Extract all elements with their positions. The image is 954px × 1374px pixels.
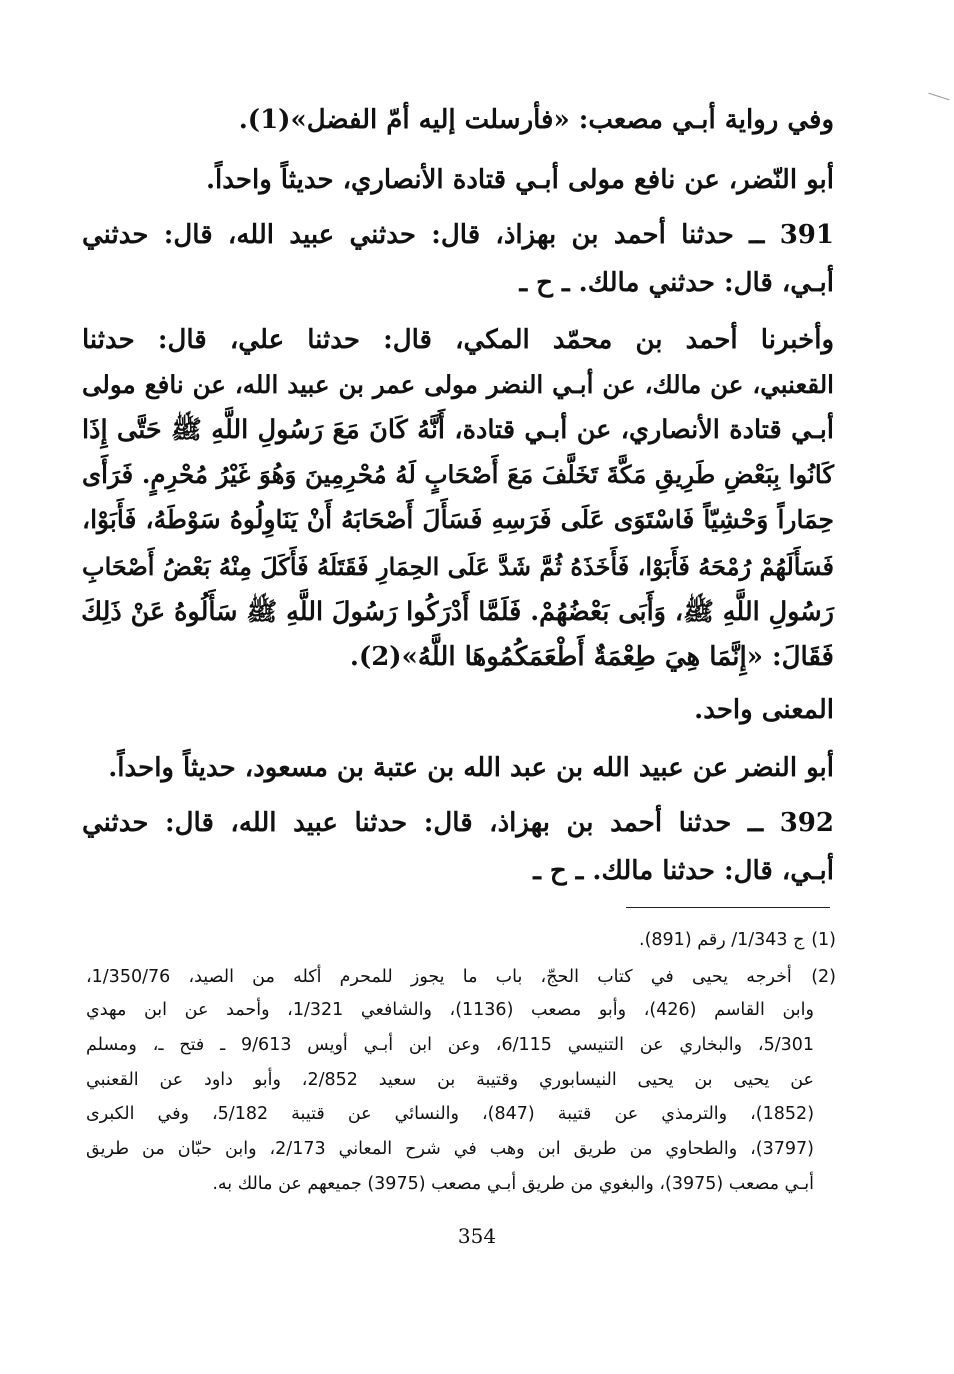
text-line-11: رَسُولِ اللَّهِ ﷺ، وَأَبَى بَعْضُهُمْ. فَلَمَّا أَدْرَكُوا رَسُولَ اللَّهِ ﷺ سَأَلُوهُ عَنْ ذَلِكَ bbox=[81, 597, 834, 627]
text-line-1: وفي رواية أبـي مصعب: «فأرسلت إليه أمّ الفضل»(1). bbox=[238, 105, 834, 135]
footnote-2-line-2: وابن القاسم (426)، وأبو مصعب (1136)، والشافعي 1/321، وأحمد عن ابن مهدي bbox=[86, 1000, 814, 1020]
footnote-1-text: ج 1/343/ رقم (891). bbox=[639, 930, 805, 950]
footnote-2-number: (2) bbox=[811, 967, 836, 987]
footnote-2-line-5: (1852)، والترمذي عن قتيبة (847)، والنسائي عن قتيبة 5/182، وفي الكبرى bbox=[86, 1104, 815, 1124]
text-line-7: أبـي قتادة الأنصاري، عن أبـي قتادة، أَنَّهُ كَانَ مَعَ رَسُولِ اللَّهِ ﷺ حَتَّى إِذَا bbox=[82, 415, 834, 445]
text-line-8: كَانُوا بِبَعْضِ طَرِيقِ مَكَّةَ تَخَلَّفَ مَعَ أَصْحَابٍ لَهُ مُحْرِمِينَ وَهُوَ غَيْرُ مُحْرِمٍ. فَرَأَى bbox=[82, 460, 834, 489]
footnote-1 bbox=[86, 925, 836, 955]
hadith-391-heading: 391 ــ حدثنا أحمد بن بهزاذ، قال: حدثني عبيد الله، قال: حدثني bbox=[82, 220, 834, 250]
footnote-separator bbox=[626, 907, 830, 908]
text-line-9: حِمَاراً وَحْشِيّاً فَاسْتَوَى عَلَى فَرَسِهِ فَسَأَلَ أَصْحَابَهُ أَنْ يَنَاوِلُوهُ سَوْطَهُ، فَأَبَوْا، bbox=[82, 505, 834, 534]
footnote-2-line-7: أبـي مصعب (3975)، والبغوي من طريق أبـي مصعب (3975) جميعهم عن مالك به. bbox=[212, 1174, 814, 1194]
footnote-2-line-4: عن يحيى بن يحيى النيسابوري وقتيبة بن سعيد 2/852، وأبو داود عن القعنبي bbox=[86, 1070, 814, 1090]
text-line-16: أبـي، قال: حدثنا مالك. ـ ح ـ bbox=[533, 856, 834, 886]
text-line-10: فَسَأَلَهُمْ رُمْحَهُ فَأَبَوْا، فَأَخَذَهُ ثُمَّ شَدَّ عَلَى الحِمَارِ فَقَتَلَهُ فَأَكَلَ مِنْهُ بَعْضُ أَصْحَابِ bbox=[82, 552, 834, 581]
text-line-6: القعنبي، عن مالك، عن أبـي النضر مولى عمر بن عبيد الله، عن نافع مولى bbox=[82, 370, 834, 399]
text-line-13: المعنى واحد. bbox=[694, 695, 834, 725]
footnote-2-line-6: (3797)، والطحاوي من طريق ابن وهب في شرح المعاني 2/173، وابن حبّان من طريق bbox=[86, 1139, 814, 1159]
text-line-12: فَقَالَ: «إِنَّمَا هِيَ طِعْمَةٌ أَطْعَمَكُمُوهَا اللَّهُ»(2). bbox=[349, 642, 834, 672]
footnote-2-text-1: أخرجه يحيى في كتاب الحجّ، باب ما يجوز للمحرم أكله من الصيد، 1/350/76، bbox=[86, 967, 792, 987]
page-number: 354 bbox=[457, 1224, 497, 1248]
text-line-4: أبـي، قال: حدثني مالك. ـ ح ـ bbox=[519, 268, 834, 298]
text-line-2: أبو النّضر، عن نافع مولى أبـي قتادة الأنصاري، حديثاً واحداً. bbox=[205, 165, 834, 195]
footnote-1-number: (1) bbox=[811, 930, 836, 950]
footnote-2-line-1 bbox=[86, 962, 836, 992]
scan-mark bbox=[928, 93, 949, 101]
hadith-392-heading: 392 ــ حدثنا أحمد بن بهزاذ، قال: حدثنا عبيد الله، قال: حدثني bbox=[82, 808, 834, 838]
footnote-2-line-3: 5/301، والبخاري عن التنيسي 6/115، وعن ابن أبـي أويس 9/613 ـ فتح ـ، ومسلم bbox=[86, 1035, 814, 1055]
text-line-5: وأخبرنا أحمد بن محمّد المكي، قال: حدثنا علي، قال: حدثنا bbox=[82, 325, 834, 355]
text-line-14: أبو النضر عن عبيد الله بن عبد الله بن عتبة بن مسعود، حديثاً واحداً. bbox=[108, 753, 834, 783]
